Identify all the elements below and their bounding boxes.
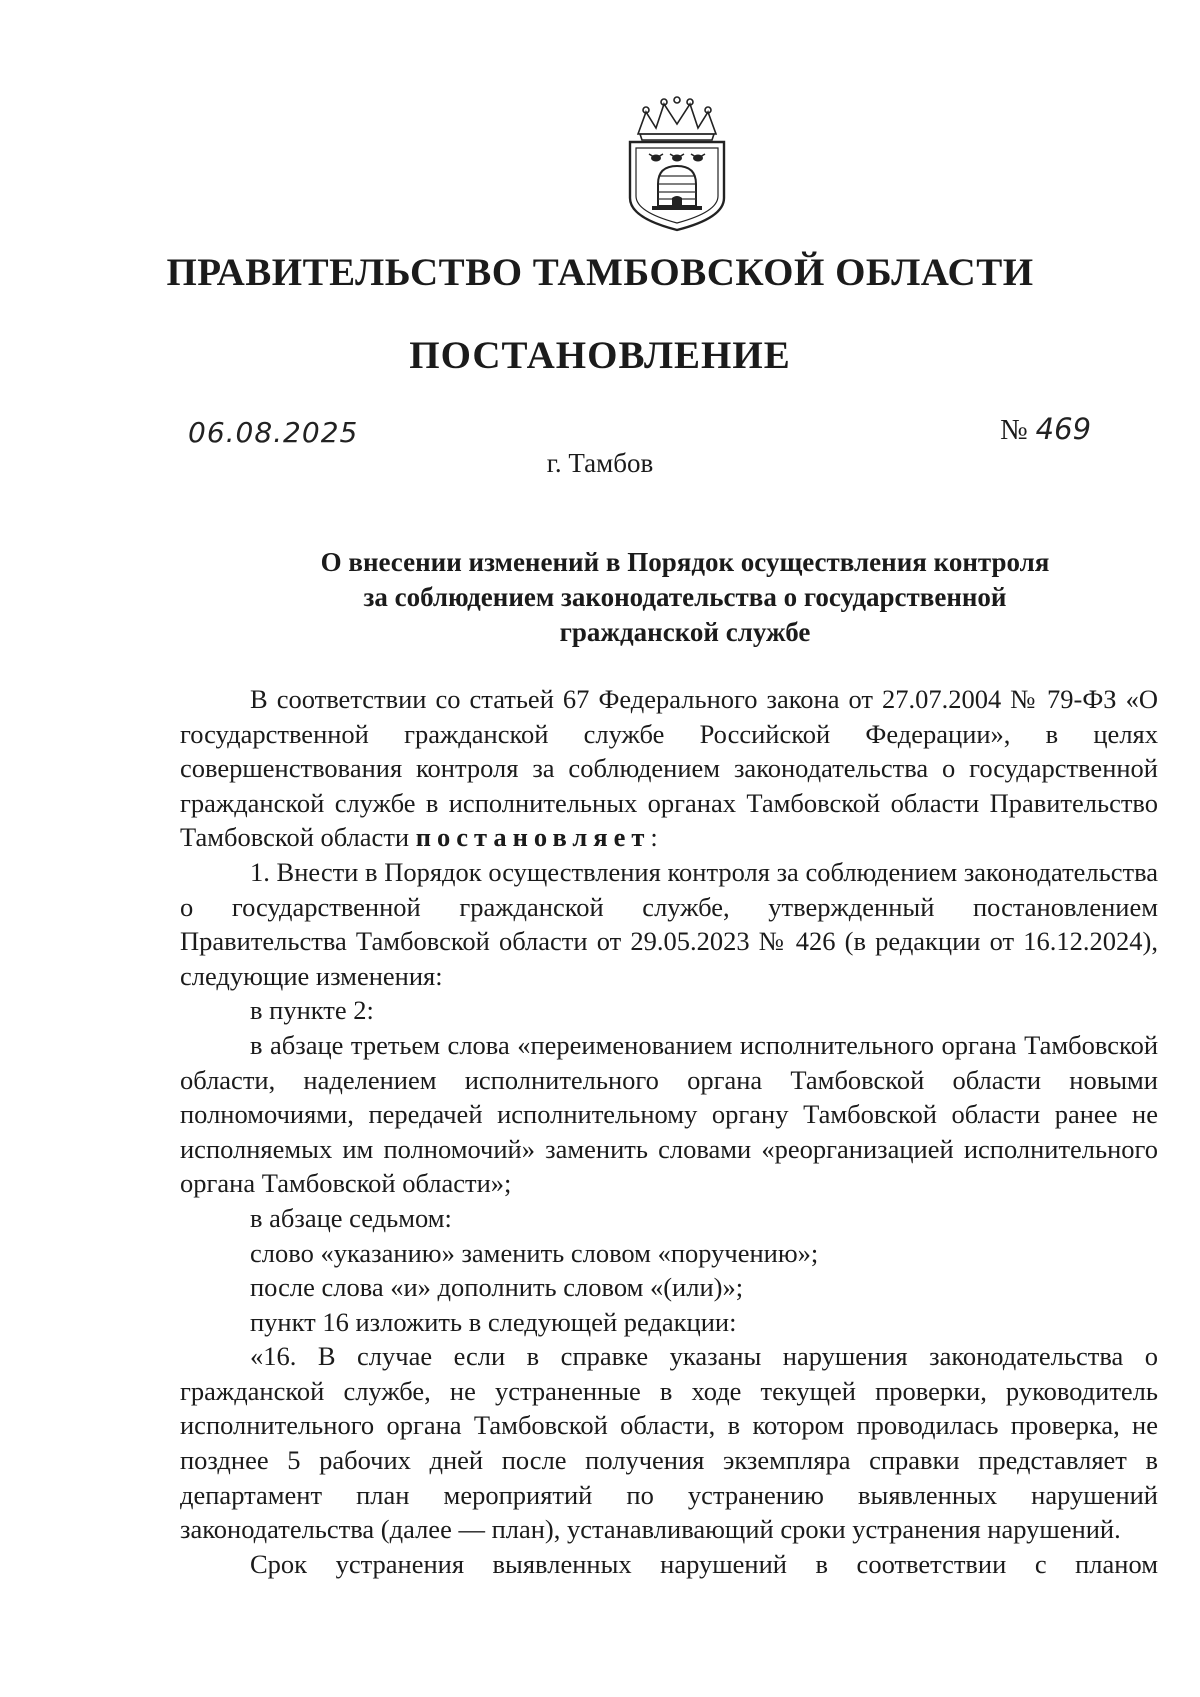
document-number xyxy=(1000,412,1091,447)
paragraph-3-change: в абзаце третьем слова «переименованием исполнительного органа Тамбовской области, наделением исполнительного органа Тамбовской области новыми полномочиями, передачей исполнительному органу Тамбовской области ранее не исполняемых им полномочий» заменить словами «реорганизацией исполнительного органа Тамбовской области»; xyxy=(180,1029,1158,1199)
document-date: 06.08.2025 xyxy=(188,416,359,449)
item-1-paragraph: 1. Внести в Порядок осуществления контроля за соблюдением законодательства о государственной гражданской службе, утвержденный постановлением Правительства Тамбовской области от 29.05.2023 № 426 (в редакции от 16.12.2024), следующие изменения: xyxy=(180,856,1158,991)
intro-text: В соответствии со статьей 67 Федерального закона от 27.07.2004 № 79-ФЗ «О государственной гражданской службе Российской Федерации», в целях совершенствования контроля за соблюдением законодательства о государственной гражданской службе в исполнительных органах Тамбовской области Правительство Тамбовской области xyxy=(180,684,1158,853)
document-type: ПОСТАНОВЛЕНИЕ xyxy=(409,334,791,377)
number-value: 469 xyxy=(1035,412,1092,446)
number-label: № xyxy=(1000,414,1028,446)
point-16-intro: пункт 16 изложить в следующей редакции: xyxy=(250,1306,737,1337)
deadline-paragraph: Срок устранения выявленных нарушений в соответствии с планом xyxy=(250,1548,1158,1579)
subject-line: гражданской службе xyxy=(559,617,811,647)
decree-keyword: постановляет xyxy=(415,822,651,853)
intro-end: : xyxy=(650,822,658,853)
after-word-paragraph: после слова «и» дополнить словом «(или)»; xyxy=(250,1272,744,1303)
point-2-paragraph: в пункте 2: xyxy=(250,995,374,1026)
word-replace-paragraph: слово «указанию» заменить словом «поручению»; xyxy=(250,1237,819,1268)
subject-line: О внесении изменений в Порядок осуществления контроля xyxy=(320,547,1050,577)
coat-of-arms-icon xyxy=(616,94,738,234)
subject-line: за соблюдением законодательства о государственной xyxy=(363,582,1007,612)
point-16-text: «16. В случае если в справке указаны нарушения законодательства о гражданской службе, не устраненные в ходе текущей проверки, руководитель исполнительного органа Тамбовской области, в котором проводилась проверка, не позднее 5 рабочих дней после получения экземпляра справки представляет в департамент план мероприятий по устранению выявленных нарушений законодательства (далее — план), устанавливающий сроки устранения нарушений. xyxy=(180,1341,1158,1545)
document-subject xyxy=(270,545,1100,650)
paragraph-7-heading: в абзаце седьмом: xyxy=(250,1202,452,1233)
document-body xyxy=(180,682,1158,1581)
organization-title: ПРАВИТЕЛЬСТВО ТАМБОВСКОЙ ОБЛАСТИ xyxy=(166,251,1034,294)
intro-paragraph xyxy=(180,682,1158,855)
city: г. Тамбов xyxy=(546,448,654,478)
